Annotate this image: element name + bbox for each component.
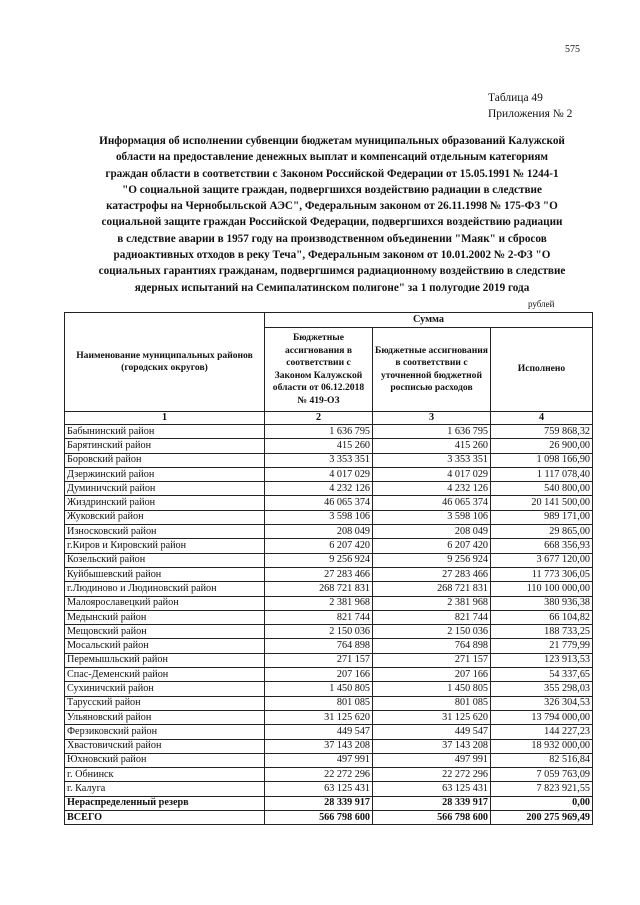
cell-done: 668 356,93 [491, 539, 593, 553]
cell-name: Тарусский район [65, 696, 265, 710]
title-line: радиоактивных отходов в реку Теча", Федеральным законом от 10.01.2002 № 2-ФЗ "О [113, 249, 551, 262]
cell-name: Думиничский район [65, 482, 265, 496]
cell-done: 110 100 000,00 [491, 582, 593, 596]
document-title [58, 133, 606, 296]
title-line: граждан области в соответствии с Законом Российской Федерации от 15.05.1991 № 1244-1 [105, 167, 559, 180]
cell-done: 759 868,32 [491, 425, 593, 439]
table-row [65, 525, 593, 539]
cell-plan: 9 256 924 [373, 553, 491, 567]
table-row [65, 753, 593, 767]
cell-plan: 2 150 036 [373, 625, 491, 639]
header-law-assignments: Бюджетные ассигнования в соответствии с Законом Калужской области от 06.12.2018 № 419-ОЗ [265, 328, 373, 412]
cell-name: Жуковский район [65, 510, 265, 524]
cell-law: 2 381 968 [265, 596, 373, 610]
column-number: 1 [65, 412, 265, 425]
column-number: 3 [373, 412, 491, 425]
column-number: 4 [491, 412, 593, 425]
cell-name: Юхновский район [65, 753, 265, 767]
cell-done: 7 823 921,55 [491, 782, 593, 796]
cell-law: 22 272 296 [265, 768, 373, 782]
cell-law: 3 598 106 [265, 510, 373, 524]
table-row [65, 510, 593, 524]
cell-plan: 27 283 466 [373, 567, 491, 581]
unit-label: рублей [528, 299, 555, 309]
column-number: 2 [265, 412, 373, 425]
cell-plan: 449 547 [373, 725, 491, 739]
table-caption [488, 90, 572, 122]
cell-plan: 6 207 420 [373, 539, 491, 553]
table-row [65, 596, 593, 610]
cell-plan: 415 260 [373, 439, 491, 453]
cell-plan: 37 143 208 [373, 739, 491, 753]
cell-law: 37 143 208 [265, 739, 373, 753]
cell-done: 0,00 [491, 796, 593, 810]
cell-law: 497 991 [265, 753, 373, 767]
reserve-row [65, 796, 593, 810]
cell-law: 31 125 620 [265, 710, 373, 724]
table-row [65, 553, 593, 567]
table-row [65, 496, 593, 510]
table-row [65, 425, 593, 439]
cell-name: Сухиничский район [65, 682, 265, 696]
cell-plan: 63 125 431 [373, 782, 491, 796]
cell-name: г. Калуга [65, 782, 265, 796]
header-sum: Сумма [265, 313, 593, 328]
cell-done: 26 900,00 [491, 439, 593, 453]
table-row [65, 682, 593, 696]
cell-plan: 1 636 795 [373, 425, 491, 439]
cell-law: 566 798 600 [265, 811, 373, 825]
cell-name: Козельский район [65, 553, 265, 567]
cell-plan: 3 598 106 [373, 510, 491, 524]
table-row [65, 439, 593, 453]
cell-name: Малоярославецкий район [65, 596, 265, 610]
cell-law: 764 898 [265, 639, 373, 653]
cell-done: 355 298,03 [491, 682, 593, 696]
cell-plan: 22 272 296 [373, 768, 491, 782]
title-line: Информация об исполнении субвенции бюджетам муниципальных образований Калужской [99, 135, 565, 147]
cell-plan: 28 339 917 [373, 796, 491, 810]
title-line: социальной защите граждан Российской Федерации, подвергшихся воздействию радиации [101, 216, 563, 229]
cell-done: 1 098 166,90 [491, 453, 593, 467]
table-row [65, 625, 593, 639]
cell-name: г.Людиново и Людиновский район [65, 582, 265, 596]
cell-plan: 208 049 [373, 525, 491, 539]
cell-plan: 4 017 029 [373, 467, 491, 481]
cell-done: 540 800,00 [491, 482, 593, 496]
cell-plan: 46 065 374 [373, 496, 491, 510]
table-row [65, 739, 593, 753]
cell-law: 63 125 431 [265, 782, 373, 796]
cell-done: 54 337,65 [491, 668, 593, 682]
cell-law: 821 744 [265, 610, 373, 624]
cell-name: г.Киров и Кировский район [65, 539, 265, 553]
total-row [65, 811, 593, 825]
cell-plan: 271 157 [373, 653, 491, 667]
cell-name: Нераспределенный резерв [65, 796, 265, 810]
cell-plan: 2 381 968 [373, 596, 491, 610]
cell-law: 4 232 126 [265, 482, 373, 496]
cell-plan: 764 898 [373, 639, 491, 653]
cell-done: 11 773 306,05 [491, 567, 593, 581]
cell-name: Куйбышевский район [65, 567, 265, 581]
cell-law: 27 283 466 [265, 567, 373, 581]
cell-plan: 31 125 620 [373, 710, 491, 724]
cell-done: 7 059 763,09 [491, 768, 593, 782]
cell-done: 144 227,23 [491, 725, 593, 739]
cell-done: 200 275 969,49 [491, 811, 593, 825]
header-name: Наименование муниципальных районов (городских округов) [65, 313, 265, 412]
cell-plan: 207 166 [373, 668, 491, 682]
cell-done: 20 141 500,00 [491, 496, 593, 510]
cell-law: 415 260 [265, 439, 373, 453]
title-line: ядерных испытаний на Семипалатинском полигоне" за 1 полугодие 2019 года [134, 281, 530, 294]
table-row [65, 582, 593, 596]
table-row [65, 539, 593, 553]
cell-done: 29 865,00 [491, 525, 593, 539]
table-row [65, 567, 593, 581]
title-line: социальных гарантиях гражданам, подвергшимся радиационному воздействию в следствие [98, 265, 566, 278]
cell-law: 801 085 [265, 696, 373, 710]
cell-name: Хвастовичский район [65, 739, 265, 753]
table-row [65, 653, 593, 667]
cell-law: 1 450 805 [265, 682, 373, 696]
cell-law: 4 017 029 [265, 467, 373, 481]
cell-name: Медынский район [65, 610, 265, 624]
table-row [65, 696, 593, 710]
cell-plan: 1 450 805 [373, 682, 491, 696]
title-line: катастрофы на Чернобыльской АЭС", Федеральным законом от 26.11.1998 № 175-ФЗ "О [106, 200, 558, 213]
cell-name: Ферзиковский район [65, 725, 265, 739]
cell-law: 28 339 917 [265, 796, 373, 810]
table-row [65, 467, 593, 481]
cell-law: 271 157 [265, 653, 373, 667]
cell-done: 21 779,99 [491, 639, 593, 653]
table-row [65, 610, 593, 624]
cell-plan: 566 798 600 [373, 811, 491, 825]
cell-law: 1 636 795 [265, 425, 373, 439]
cell-law: 9 256 924 [265, 553, 373, 567]
cell-law: 449 547 [265, 725, 373, 739]
cell-plan: 3 353 351 [373, 453, 491, 467]
cell-law: 2 150 036 [265, 625, 373, 639]
cell-done: 3 677 120,00 [491, 553, 593, 567]
cell-name: Износковский район [65, 525, 265, 539]
cell-done: 989 171,00 [491, 510, 593, 524]
cell-name: Мосальский район [65, 639, 265, 653]
cell-done: 1 117 078,40 [491, 467, 593, 481]
cell-name: г. Обнинск [65, 768, 265, 782]
table-label: Таблица 49 [488, 92, 543, 104]
cell-done: 66 104,82 [491, 610, 593, 624]
table-body [65, 425, 593, 797]
table-row [65, 482, 593, 496]
page-number: 575 [565, 44, 580, 55]
cell-name: Перемышльский район [65, 653, 265, 667]
cell-done: 326 304,53 [491, 696, 593, 710]
table-row [65, 710, 593, 724]
cell-done: 380 936,38 [491, 596, 593, 610]
title-line: "О социальной защите граждан, подвергшихся воздействию радиации в следствие [122, 183, 542, 196]
cell-done: 82 516,84 [491, 753, 593, 767]
table-row [65, 668, 593, 682]
cell-name: Мещовский район [65, 625, 265, 639]
cell-plan: 4 232 126 [373, 482, 491, 496]
cell-name: ВСЕГО [65, 811, 265, 825]
cell-plan: 821 744 [373, 610, 491, 624]
cell-law: 3 353 351 [265, 453, 373, 467]
table-row [65, 782, 593, 796]
cell-name: Дзержинский район [65, 467, 265, 481]
cell-name: Бабынинский район [65, 425, 265, 439]
cell-done: 13 794 000,00 [491, 710, 593, 724]
header-plan-assignments: Бюджетные ассигнования в соответствии с уточненной бюджетной росписью расходов [373, 328, 491, 412]
table-row [65, 453, 593, 467]
subvention-table [64, 312, 593, 825]
cell-done: 188 733,25 [491, 625, 593, 639]
title-line: в следствие аварии в 1957 году на производственном объединении "Маяк" и сбросов [117, 232, 547, 245]
table-row [65, 768, 593, 782]
table-row [65, 725, 593, 739]
cell-law: 46 065 374 [265, 496, 373, 510]
appendix-label: Приложения № 2 [488, 108, 573, 120]
cell-law: 208 049 [265, 525, 373, 539]
table-row [65, 639, 593, 653]
cell-name: Боровский район [65, 453, 265, 467]
cell-done: 18 932 000,00 [491, 739, 593, 753]
cell-law: 6 207 420 [265, 539, 373, 553]
cell-plan: 268 721 831 [373, 582, 491, 596]
cell-name: Барятинский район [65, 439, 265, 453]
header-executed: Исполнено [491, 328, 593, 412]
cell-plan: 801 085 [373, 696, 491, 710]
cell-name: Ульяновский район [65, 710, 265, 724]
cell-name: Спас-Деменский район [65, 668, 265, 682]
title-line: области на предоставление денежных выплат и компенсаций отдельным категориям [115, 151, 549, 164]
cell-law: 268 721 831 [265, 582, 373, 596]
cell-name: Жиздринский район [65, 496, 265, 510]
cell-plan: 497 991 [373, 753, 491, 767]
cell-done: 123 913,53 [491, 653, 593, 667]
cell-law: 207 166 [265, 668, 373, 682]
